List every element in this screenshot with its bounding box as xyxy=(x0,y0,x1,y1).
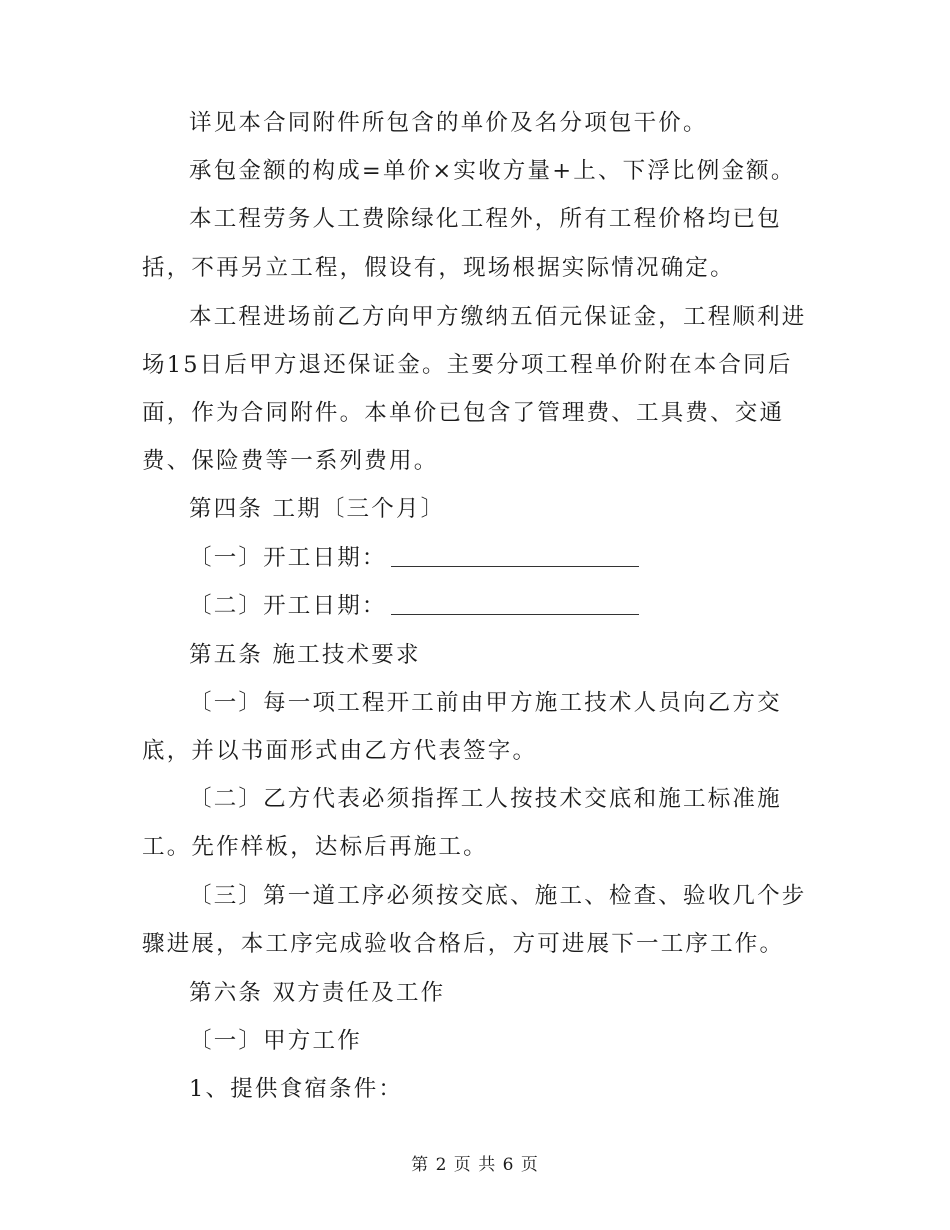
paragraph-line: 面，作为合同附件。本单价已包含了管理费、工具费、交通 xyxy=(142,400,785,426)
paragraph-line: 费、保险费等一系列费用。 xyxy=(142,448,439,474)
paragraph-line: 骤进展，本工序完成验收合格后，方可进展下一工序工作。 xyxy=(142,931,785,957)
paragraph-line: 场15日后甲方退还保证金。主要分项工程单价附在本合同后 xyxy=(142,352,793,378)
fill-in-blank xyxy=(391,546,639,567)
paragraph-line: 承包金额的构成=单价×实收方量+上、下浮比例金额。 xyxy=(189,158,796,184)
paragraph-line: 〔一〕甲方工作 xyxy=(189,1028,362,1054)
paragraph-line: 本工程进场前乙方向甲方缴纳五佰元保证金，工程顺利进 xyxy=(189,304,807,330)
paragraph-line: 详见本合同附件所包含的单价及名分项包干价。 xyxy=(189,110,708,136)
paragraph-line: 括，不再另立工程，假设有，现场根据实际情况确定。 xyxy=(142,255,735,281)
article-heading: 第五条 施工技术要求 xyxy=(189,642,421,668)
paragraph-line: 〔一〕每一项工程开工前由甲方施工技术人员向乙方交 xyxy=(189,690,782,716)
paragraph-line: 本工程劳务人工费除绿化工程外，所有工程价格均已包 xyxy=(189,206,782,232)
paragraph-line: 底，并以书面形式由乙方代表签字。 xyxy=(142,738,538,764)
start-date-label: 〔一〕开工日期： xyxy=(189,545,387,571)
page-number-footer: 第 2 页 共 6 页 xyxy=(411,1155,539,1175)
paragraph-line: 〔二〕乙方代表必须指挥工人按技术交底和施工标准施 xyxy=(189,786,782,812)
paragraph-line: 〔三〕第一道工序必须按交底、施工、检查、验收几个步 xyxy=(189,883,807,909)
start-date-line-2 xyxy=(189,591,639,621)
start-date-line-1 xyxy=(189,543,639,573)
paragraph-line: 工。先作样板，达标后再施工。 xyxy=(142,834,488,860)
article-heading: 第六条 双方责任及工作 xyxy=(189,980,446,1006)
article-heading: 第四条 工期〔三个月〕 xyxy=(189,496,446,522)
fill-in-blank xyxy=(391,594,639,615)
paragraph-line: 1、提供食宿条件： xyxy=(189,1076,404,1102)
start-date-label: 〔二〕开工日期： xyxy=(189,593,387,619)
